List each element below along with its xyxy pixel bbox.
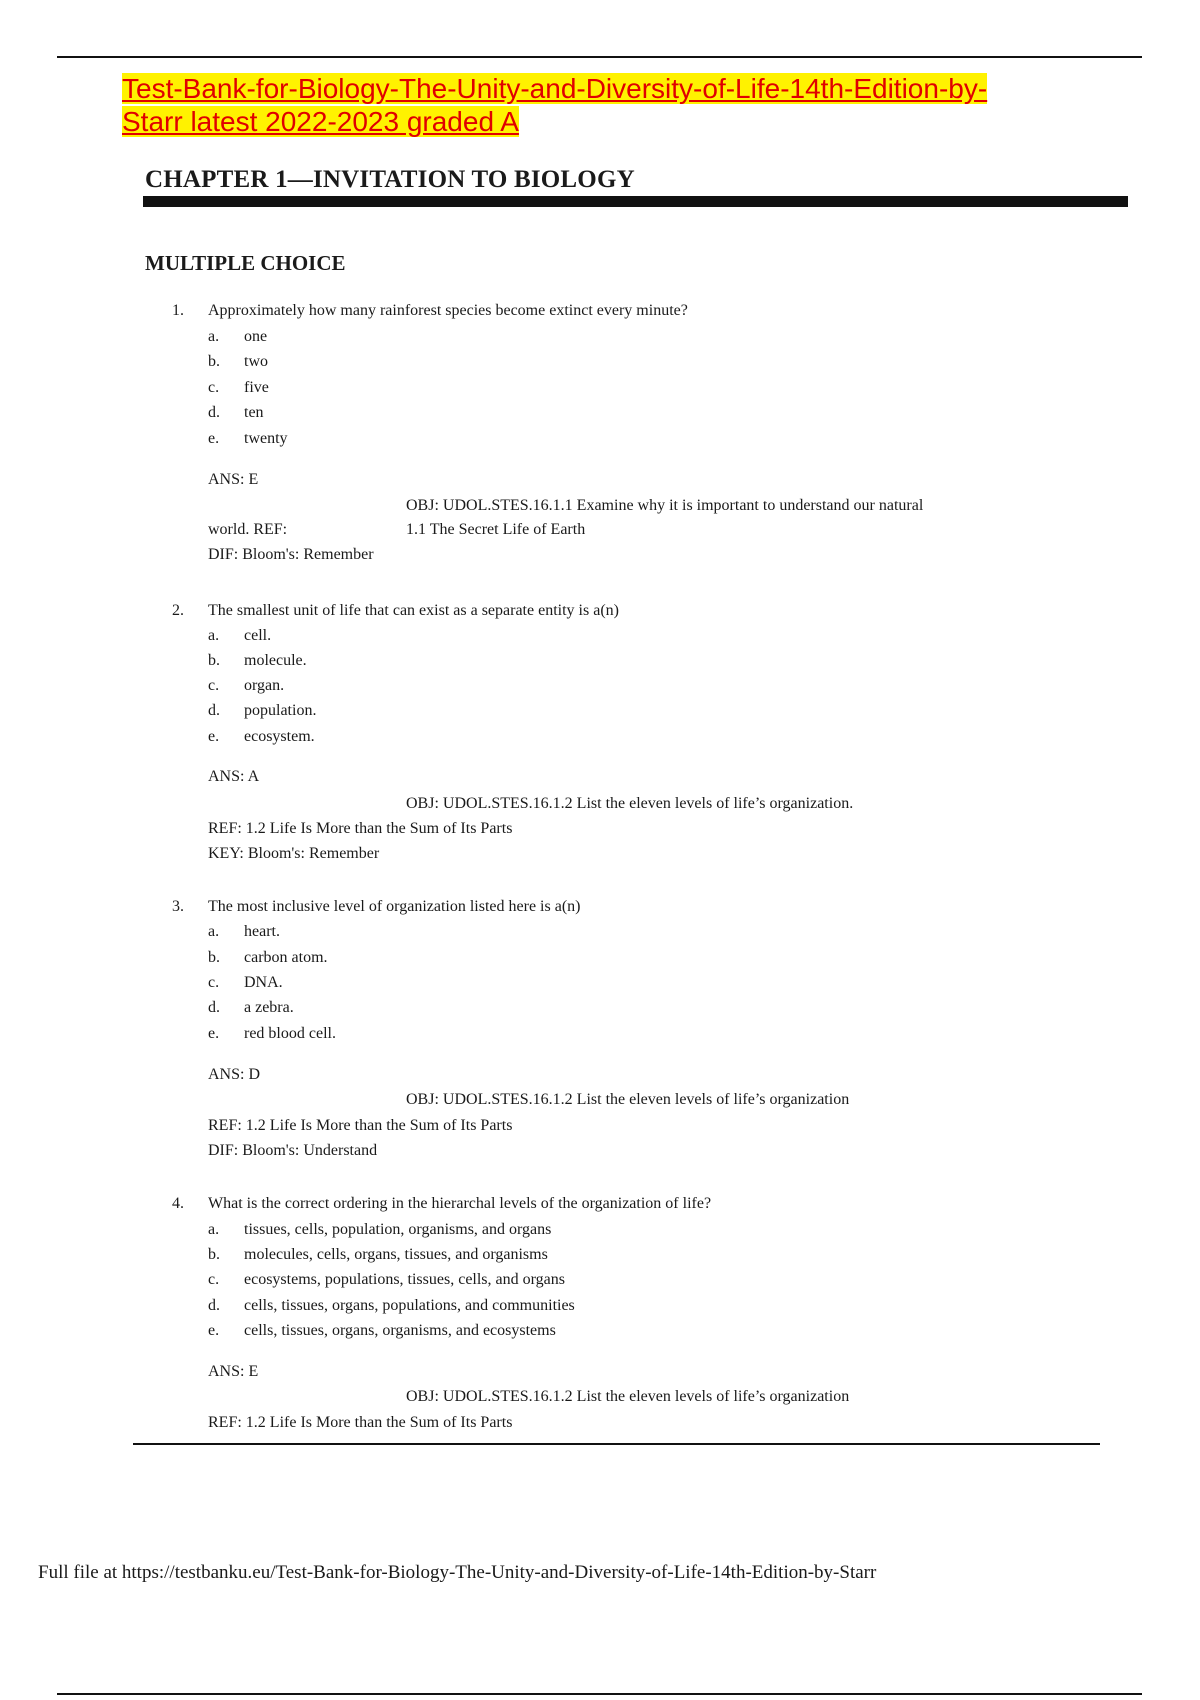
option [208,974,283,992]
section-title: MULTIPLE CHOICE [145,251,346,275]
question-number: 4. [172,1195,184,1212]
key-line: KEY: Bloom's: Remember [208,845,380,862]
option [208,1025,336,1043]
option-letter: d. [208,1297,220,1314]
ref-label: world. REF: [208,521,288,538]
title-banner-link[interactable] [122,72,1002,138]
option [208,949,328,967]
option-text: organ. [244,677,285,694]
option [208,379,269,397]
option-text: twenty [244,430,288,447]
objective-line: OBJ: UDOL.STES.16.1.2 List the eleven levels of life’s organization. [406,795,854,812]
question-stem: Approximately how many rainforest species become extinct every minute? [208,302,688,319]
answer-line: ANS: D [208,1066,261,1083]
question-text [172,602,619,620]
option-text: cells, tissues, organs, populations, and communities [244,1297,575,1314]
option [208,1246,548,1264]
answer-line: ANS: E [208,471,259,488]
option [208,1297,575,1315]
option-letter: c. [208,1271,220,1288]
option-letter: c. [208,677,220,694]
option-letter: a. [208,923,220,940]
option-letter: c. [208,379,220,396]
question-text [172,1195,711,1213]
option-text: cells, tissues, organs, organisms, and ecosystems [244,1322,556,1339]
option [208,430,288,448]
option [208,353,268,371]
option-letter: e. [208,728,220,745]
objective-line: OBJ: UDOL.STES.16.1.2 List the eleven levels of life’s organization [406,1091,850,1108]
option [208,652,307,670]
question-number: 2. [172,602,184,619]
banner-line-2[interactable]: Starr latest 2022-2023 graded A [122,106,519,137]
option-text: molecules, cells, organs, tissues, and organisms [244,1246,548,1263]
difficulty-line: DIF: Bloom's: Remember [208,546,374,563]
banner-line-1[interactable]: Test-Bank-for-Biology-The-Unity-and-Diversity-of-Life-14th-Edition-by- [122,73,988,104]
option-letter: b. [208,949,220,966]
ref-line: REF: 1.2 Life Is More than the Sum of Its Parts [208,820,513,837]
question-number: 3. [172,898,184,915]
option-text: a zebra. [244,999,294,1016]
option-letter: e. [208,1322,220,1339]
option [208,677,284,695]
option-letter: d. [208,999,220,1016]
option-text: five [244,379,269,396]
option [208,999,294,1017]
question-text [172,302,688,320]
option-letter: e. [208,430,220,447]
option [208,1322,556,1340]
option-letter: b. [208,1246,220,1263]
option-text: cell. [244,627,272,644]
answer-line: ANS: E [208,1363,259,1380]
option [208,923,280,941]
option-text: heart. [244,923,280,940]
option-letter: d. [208,702,220,719]
option [208,1271,565,1289]
option-text: carbon atom. [244,949,328,966]
option-text: tissues, cells, population, organisms, and organs [244,1221,552,1238]
option-text: ten [244,404,264,421]
option-letter: a. [208,328,220,345]
option-letter: b. [208,652,220,669]
option-text: molecule. [244,652,307,669]
question-text [172,898,580,916]
option-letter: d. [208,404,220,421]
option [208,1221,551,1239]
option-letter: a. [208,627,220,644]
question-stem: What is the correct ordering in the hierarchal levels of the organization of life? [208,1195,712,1212]
ref-line: REF: 1.2 Life Is More than the Sum of Its Parts [208,1414,513,1431]
option [208,627,271,645]
question-number: 1. [172,302,184,319]
option [208,328,267,346]
option-text: one [244,328,268,345]
option [208,404,264,422]
chapter-title: CHAPTER 1—INVITATION TO BIOLOGY [145,166,635,193]
option-text: red blood cell. [244,1025,336,1042]
answer-line: ANS: A [208,768,260,785]
option-text: population. [244,702,317,719]
objective-line: OBJ: UDOL.STES.16.1.1 Examine why it is important to understand our natural [406,497,924,514]
ref-line: 1.1 The Secret Life of Earth [406,521,586,538]
option-text: ecosystem. [244,728,315,745]
ref-line: REF: 1.2 Life Is More than the Sum of Its Parts [208,1117,513,1134]
option-letter: c. [208,974,220,991]
option [208,702,316,720]
option-text: ecosystems, populations, tissues, cells, and organs [244,1271,565,1288]
objective-line: OBJ: UDOL.STES.16.1.2 List the eleven levels of life’s organization [406,1388,850,1405]
option-letter: e. [208,1025,220,1042]
option-letter: a. [208,1221,220,1238]
section-rule [133,1443,1100,1445]
option [208,728,315,746]
question-stem: The most inclusive level of organization listed here is a(n) [208,898,581,915]
bottom-rule [57,1693,1142,1695]
option-text: DNA. [244,974,283,991]
option-letter: b. [208,353,220,370]
difficulty-line: DIF: Bloom's: Understand [208,1142,378,1159]
footer-source-note: Full file at https://testbanku.eu/Test-Bank-for-Biology-The-Unity-and-Diversity-of-Life-14th-Edition-by-Starr [38,1562,877,1583]
top-rule [57,56,1142,58]
chapter-rule [143,196,1128,207]
question-stem: The smallest unit of life that can exist as a separate entity is a(n) [208,602,619,619]
option-text: two [244,353,268,370]
